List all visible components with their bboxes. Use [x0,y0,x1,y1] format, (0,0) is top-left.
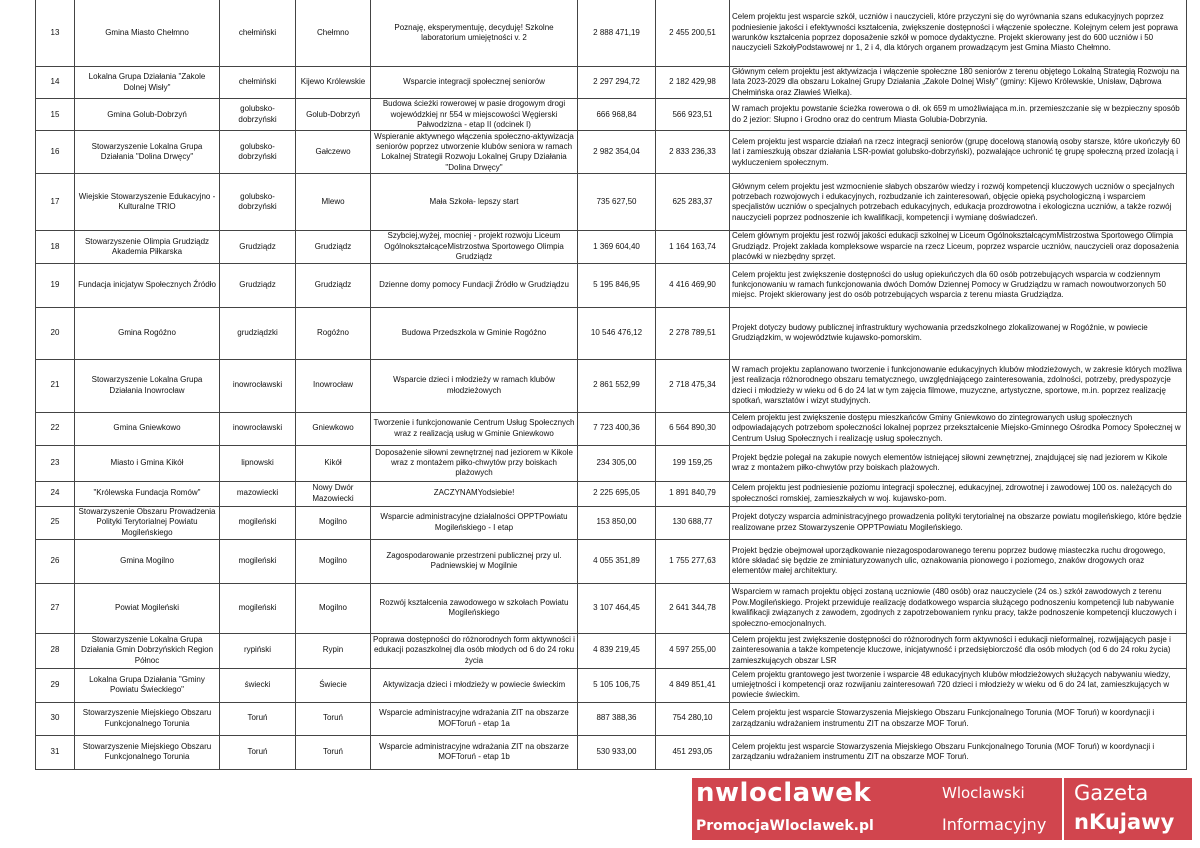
project-title-cell: Wsparcie administracyjne wdrażania ZIT na obszarze MOFToruń - etap 1a [371,702,578,735]
beneficiary-cell: Gmina Gniewkowo [75,412,220,445]
project-value-cell: 666 968,84 [578,99,656,131]
beneficiary-cell: Stowarzyszenie Miejskiego Obszaru Funkcjonalnego Torunia [75,735,220,769]
description-cell: Celem projektu jest wsparcie działań na rzecz integracji seniorów (grupę docelową stanowią osoby starsze, które ukończyły 60 lat i zamieszkują obszar działania LSR-powiat golubsko-dobrzyński), pozwalające uchronić tę grupę społeczną przed izolacją i wykluczeniem społecznym. [730,131,1187,174]
funding-value-cell: 199 159,25 [656,445,730,481]
watermark-url: PromocjaWloclawek.pl [696,818,874,834]
description-cell: Celem głównym projektu jest rozwój jakości edukacji szkolnej w Liceum OgólnokształcącymMistrzostwa Sportowego Olimpia Grudziądz. Projekt zakłada kompleksowe wsparcie na rzecz Liceum, poprzez wsparcie uczniów, nauczycieli oraz doposażenia placówki w niezbędny sprzęt. [730,231,1187,263]
beneficiary-cell: Wiejskie Stowarzyszenie Edukacyjno - Kulturalne TRIO [75,174,220,231]
gmina-cell: Mogilno [296,539,371,583]
description-cell: Celem projektu jest podniesienie poziomu integracji społecznej, edukacyjnej, zdrowotnej i zawodowej 100 os. należących do społeczności romskiej, zamieszkałych w woj. kujawsko-pom. [730,481,1187,506]
project-title-cell: Aktywizacja dzieci i młodzieży w powiecie świeckim [371,668,578,702]
row-number: 24 [36,481,75,506]
powiat-cell: golubsko-dobrzyński [220,99,296,131]
funding-value-cell: 130 688,77 [656,506,730,539]
table-row [36,263,1187,307]
project-value-cell: 530 933,00 [578,735,656,769]
gmina-cell: Golub-Dobrzyń [296,99,371,131]
row-number: 31 [36,735,75,769]
description-cell: Głównym celem projektu jest wzmocnienie słabych obszarów wiedzy i rozwój kompetencji kluczowych uczniów o specjalnych potrzebach rozwojowych i edukacyjnych, rozbudzanie ich zainteresowań, objęcie opieką psychologiczną i wsparciem specjalistów uczniów o specjalnych potrzebach edukacyjnych, edukacja prozdrowotna i ekologiczna uczniów, a także rozwój nauczycieli poprzez podnoszenie ich kwalifikacji, kompetencji i wymianę doświadczeń. [730,174,1187,231]
powiat-cell: inowrocławski [220,412,296,445]
description-cell: Celem projektu jest wsparcie Stowarzyszenia Miejskiego Obszaru Funkcjonalnego Torunia (MOF Toruń) w koordynacji i zarządzaniu wdrażaniem instrumentu ZIT na obszarze MOF Toruń. [730,735,1187,769]
table-row [36,67,1187,99]
gmina-cell: Świecie [296,668,371,702]
project-title-cell: Wsparcie dzieci i młodzieży w ramach klubów młodzieżowych [371,359,578,412]
gmina-cell: Mogilno [296,506,371,539]
beneficiary-cell: Gmina Rogóźno [75,307,220,359]
project-title-cell: Dzienne domy pomocy Fundacji Źródło w Grudziądzu [371,263,578,307]
table-row [36,702,1187,735]
description-cell: Celem projektu jest zwiększenie dostępu mieszkańców Gminy Gniewkowo do zintegrowanych usług społecznych odpowiadających potrzebom społeczności lokalnej poprzez przekształcenie Miejsko-Gminnego Ośrodka Pomocy Społecznej w Centrum Usług Społecznych i realizację usług społecznych. [730,412,1187,445]
gmina-cell: Chełmno [296,0,371,67]
project-title-cell: Poprawa dostępności do różnorodnych form aktywności i edukacji pozaszkolnej dla osób młodych od 6 do 24 roku życia [371,633,578,668]
funding-value-cell: 2 182 429,98 [656,67,730,99]
watermark-gazeta: Gazeta [1074,781,1149,805]
project-value-cell: 887 388,36 [578,702,656,735]
project-value-cell: 4 839 219,45 [578,633,656,668]
project-value-cell: 2 888 471,19 [578,0,656,67]
funding-value-cell: 4 597 255,00 [656,633,730,668]
beneficiary-cell: Stowarzyszenie Obszaru Prowadzenia Polityki Terytorialnej Powiatu Mogileńskiego [75,506,220,539]
beneficiary-cell: Stowarzyszenie Lokalna Grupa Działania "Dolina Drwęcy" [75,131,220,174]
description-cell: Celem projektu grantowego jest tworzenie i wsparcie 48 edukacyjnych klubów młodzieżowych służących nabywaniu wiedzy, umiejętności i kompetencji oraz rozwijaniu zainteresowań 720 dzieci i młodzieży w wieku od 6 do 24 lat, zamieszkujących w powiecie świeckim. [730,668,1187,702]
beneficiary-cell: Gmina Mogilno [75,539,220,583]
funding-value-cell: 4 416 469,90 [656,263,730,307]
project-title-cell: Wsparcie integracji społecznej seniorów [371,67,578,99]
description-cell: Głównym celem projektu jest aktywizacja i włączenie społeczne 180 seniorów z terenu objętego Lokalną Strategią Rozwoju na lata 2023-2029 dla obszaru Lokalnej Grupy Działania „Zakole Dolnej Wisły” (gminy: Kijewo Królewskie, Unisław, Dąbrowa Chełmińska oraz Zławieś Wielka). [730,67,1187,99]
watermark-line3: Wloclawski [942,784,1025,802]
watermark-brand: nwloclawek [696,778,872,808]
powiat-cell: Toruń [220,702,296,735]
table-row [36,481,1187,506]
table-row [36,583,1187,633]
project-title-cell: Szybciej,wyżej, mocniej - projekt rozwoju Liceum OgólnokształcąceMistrzostwa Sportowego Olimpia Grudziądz [371,231,578,263]
powiat-cell: golubsko-dobrzyński [220,131,296,174]
powiat-cell: golubsko-dobrzyński [220,174,296,231]
gmina-cell: Kijewo Królewskie [296,67,371,99]
watermark-right [1064,778,1192,840]
beneficiary-cell: Fundacja inicjatyw Społecznych Źródło [75,263,220,307]
powiat-cell: Grudziądz [220,231,296,263]
row-number: 21 [36,359,75,412]
table-row [36,99,1187,131]
powiat-cell: mogileński [220,506,296,539]
table-row [36,412,1187,445]
powiat-cell: lipnowski [220,445,296,481]
beneficiary-cell: Gmina Miasto Chełmno [75,0,220,67]
table-row [36,633,1187,668]
table-row [36,231,1187,263]
funding-value-cell: 1 755 277,63 [656,539,730,583]
project-value-cell: 5 105 106,75 [578,668,656,702]
beneficiary-cell: Gmina Golub-Dobrzyń [75,99,220,131]
powiat-cell: mazowiecki [220,481,296,506]
funding-value-cell: 2 278 789,51 [656,307,730,359]
funding-value-cell: 2 718 475,34 [656,359,730,412]
project-title-cell: Zagospodarowanie przestrzeni publicznej przy ul. Padniewskiej w Mogilnie [371,539,578,583]
beneficiary-cell: Miasto i Gmina Kikół [75,445,220,481]
row-number: 20 [36,307,75,359]
beneficiary-cell: "Królewska Fundacja Romów" [75,481,220,506]
table-row [36,506,1187,539]
description-cell: W ramach projektu powstanie ścieżka rowerowa o dł. ok 659 m umożliwiająca m.in. przemieszczanie się w bezpieczny sposób do 2 jezior: Słupno i Grodno oraz do centrum Miasta Golubia-Dobrzynia. [730,99,1187,131]
row-number: 13 [36,0,75,67]
project-title-cell: Tworzenie i funkcjonowanie Centrum Usług Społecznych wraz z realizacją usług w Gminie Gniewkowo [371,412,578,445]
gmina-cell: Rogóźno [296,307,371,359]
project-value-cell: 2 225 695,05 [578,481,656,506]
watermark-line4: Informacyjny [942,815,1047,834]
project-title-cell: Rozwój kształcenia zawodowego w szkołach Powiatu Mogileńskiego [371,583,578,633]
powiat-cell: chełmiński [220,0,296,67]
project-value-cell: 5 195 846,95 [578,263,656,307]
row-number: 25 [36,506,75,539]
gmina-cell: Inowrocław [296,359,371,412]
project-value-cell: 10 546 476,12 [578,307,656,359]
description-cell: Projekt będzie obejmował uporządkowanie niezagospodarowanego terenu poprzez budowę miasteczka ruchu drogowego, które składać się będzie ze zminiaturyzowanych ulic, oznakowania pionowego i poziomego, znaków drogowych oraz elementów małej architektury. [730,539,1187,583]
description-cell: Wsparciem w ramach projektu objęci zostaną uczniowie (480 osób) oraz nauczyciele (24 os.) szkół zawodowych z terenu Pow.Mogileńskiego. Projekt przewiduje realizację dodatkowego wsparcia służącego podnoszeniu kompetencji lub nabywanie kwalifikacji związanych z zawodem, zgodnych z zapotrzebowaniem rynku pracy, także podnoszenie kompetencji kluczowych i społeczno-emocjonalnych. [730,583,1187,633]
project-value-cell: 2 297 294,72 [578,67,656,99]
funding-value-cell: 1 164 163,74 [656,231,730,263]
funding-value-cell: 6 564 890,30 [656,412,730,445]
powiat-cell: mogileński [220,583,296,633]
beneficiary-cell: Lokalna Grupa Działania "Gminy Powiatu Świeckiego" [75,668,220,702]
project-title-cell: Budowa Przedszkola w Gminie Rogóźno [371,307,578,359]
table-row [36,131,1187,174]
row-number: 28 [36,633,75,668]
gmina-cell: Gałczewo [296,131,371,174]
project-value-cell: 2 982 354,04 [578,131,656,174]
powiat-cell: mogileński [220,539,296,583]
gmina-cell: Rypin [296,633,371,668]
project-value-cell: 4 055 351,89 [578,539,656,583]
gmina-cell: Kikół [296,445,371,481]
funding-value-cell: 451 293,05 [656,735,730,769]
row-number: 15 [36,99,75,131]
gmina-cell: Mlewo [296,174,371,231]
gmina-cell: Grudziądz [296,263,371,307]
powiat-cell: świecki [220,668,296,702]
powiat-cell: inowrocławski [220,359,296,412]
project-title-cell: Doposażenie siłowni zewnętrznej nad jeziorem w Kikole wraz z montażem piłko-chwytów przy boiskach plażowych [371,445,578,481]
table-row [36,445,1187,481]
table-row [36,0,1187,67]
project-value-cell: 735 627,50 [578,174,656,231]
powiat-cell: grudziądzki [220,307,296,359]
table-row [36,735,1187,769]
project-title-cell: Wspieranie aktywnego włączenia społeczno-aktywizacja seniorów poprzez utworzenie klubów seniora w ramach Lokalnej Strategii Rozwoju Lokalnej Grupy Działania "Dolina Drwęcy" [371,131,578,174]
description-cell: Celem projektu jest wsparcie Stowarzyszenia Miejskiego Obszaru Funkcjonalnego Torunia (MOF Toruń) w koordynacji i zarządzaniu wdrażaniem instrumentu ZIT na obszarze MOF Toruń. [730,702,1187,735]
gmina-cell: Toruń [296,702,371,735]
project-value-cell: 3 107 464,45 [578,583,656,633]
project-value-cell: 153 850,00 [578,506,656,539]
row-number: 17 [36,174,75,231]
row-number: 16 [36,131,75,174]
row-number: 29 [36,668,75,702]
gmina-cell: Toruń [296,735,371,769]
table-row [36,307,1187,359]
beneficiary-cell: Stowarzyszenie Miejskiego Obszaru Funkcjonalnego Torunia [75,702,220,735]
project-title-cell: Poznaję, eksperymentuję, decyduję! Szkolne laboratorium umiejętności v. 2 [371,0,578,67]
table-row [36,174,1187,231]
description-cell: Projekt dotyczy budowy publicznej infrastruktury wychowania przedszkolnego zlokalizowanej w Rogóźnie, w powiecie Grudziądzkim, w województwie kujawsko-pomorskim. [730,307,1187,359]
description-cell: Projekt dotyczy wsparcia administracyjnego prowadzenia polityki terytorialnej na obszarze powiatu mogileńskiego, które będzie realizowane przez Stowarzyszenie OPPTPowiatu Mogileńskiego. [730,506,1187,539]
beneficiary-cell: Stowarzyszenie Olimpia Grudziądz Akademia Piłkarska [75,231,220,263]
funding-value-cell: 4 849 851,41 [656,668,730,702]
gmina-cell: Grudziądz [296,231,371,263]
gmina-cell: Gniewkowo [296,412,371,445]
row-number: 30 [36,702,75,735]
beneficiary-cell: Stowarzyszenie Lokalna Grupa Działania Inowrocław [75,359,220,412]
watermark-left [692,778,1062,840]
row-number: 18 [36,231,75,263]
row-number: 14 [36,67,75,99]
project-title-cell: Wsparcie administracyjne wdrażania ZIT na obszarze MOFToruń - etap 1b [371,735,578,769]
description-cell: W ramach projektu zaplanowano tworzenie i funkcjonowanie edukacyjnych klubów młodzieżowych, w zakresie których możliwa jest realizacja różnorodnego obszaru tematycznego, uwzględniającego zainteresowania, zdolności, potrzeby, predyspozycje dzieci i młodzieży w wieku od 6 do 24 lat w tym zajęcia filmowe, muzyczne, artystyczne, sportowe, m.in. poprzez realizację spotkań, warsztatów i wizyt studyjnych. [730,359,1187,412]
gmina-cell: Nowy Dwór Mazowiecki [296,481,371,506]
description-cell: Celem projektu jest wsparcie szkół, uczniów i nauczycieli, które przyczyni się do wyrównania szans edukacyjnych poprzez podniesienie jakości i efektywności kształcenia, zwiększenie dostępności i włączenie społeczne. Kolejnym celem jest poprawa warunków kształcenia poprzez doposażenie szkół w pomoce dydaktyczne. Projekt skierowany jest do 600 uczniów i 50 nauczycieli SzkołyPodstawowej nr 1, 2 i 4, dla których organem prowadzącym jest Gmina Miasto Chełmno. [730,0,1187,67]
row-number: 26 [36,539,75,583]
project-title-cell: Mała Szkoła- lepszy start [371,174,578,231]
beneficiary-cell: Lokalna Grupa Działania "Zakole Dolnej Wisły" [75,67,220,99]
table-row [36,539,1187,583]
table-row [36,359,1187,412]
row-number: 19 [36,263,75,307]
funding-value-cell: 625 283,37 [656,174,730,231]
project-value-cell: 2 861 552,99 [578,359,656,412]
table-row [36,668,1187,702]
project-value-cell: 7 723 400,36 [578,412,656,445]
row-number: 27 [36,583,75,633]
beneficiary-cell: Powiat Mogileński [75,583,220,633]
powiat-cell: rypiński [220,633,296,668]
watermark-kujawy: nKujawy [1074,810,1175,834]
funding-value-cell: 1 891 840,79 [656,481,730,506]
funding-value-cell: 2 641 344,78 [656,583,730,633]
funding-value-cell: 566 923,51 [656,99,730,131]
funding-value-cell: 2 833 236,33 [656,131,730,174]
description-cell: Celem projektu jest zwiększenie dostępności do różnorodnych form aktywności i edukacji nieformalnej, rozwijających pasje i zainteresowania a także kompetencje kluczowe, inicjatywność i przedsiębiorczość dla osób młodych (od 6 do 24 roku życia) zamieszkujących obszar LSR [730,633,1187,668]
beneficiary-cell: Stowarzyszenie Lokalna Grupa Działania Gmin Dobrzyńskich Region Północ [75,633,220,668]
powiat-cell: chełmiński [220,67,296,99]
description-cell: Projekt będzie polegał na zakupie nowych elementów istniejącej siłowni zewnętrznej, znajdującej się nad jeziorem w Kikole wraz z montażem piłko-chwytów przy boiskach plażowych. [730,445,1187,481]
project-title-cell: Wsparcie administracyjne działalności OPPTPowiatu Mogileńskiego - I etap [371,506,578,539]
project-value-cell: 234 305,00 [578,445,656,481]
powiat-cell: Grudziądz [220,263,296,307]
funding-value-cell: 2 455 200,51 [656,0,730,67]
project-title-cell: Budowa ścieżki rowerowej w pasie drogowym drogi wojewódzkiej nr 554 w miejscowości Węgierski Pałwodzizna - etap II (odcinek I) [371,99,578,131]
project-title-cell: ZACZYNAMYodsiebie! [371,481,578,506]
funding-value-cell: 754 280,10 [656,702,730,735]
powiat-cell: Toruń [220,735,296,769]
row-number: 22 [36,412,75,445]
gmina-cell: Mogilno [296,583,371,633]
description-cell: Celem projektu jest zwiększenie dostępności do usług opiekuńczych dla 60 osób potrzebujących wsparcia w codziennym funkcjonowaniu w ramach funkcjonowania dwóch Domów Dziennej Pomocy w Grudziądzu w ramach nowoutworzonych 50 miejsc. Projekt skierowany jest do osób potrzebujących wsparcia z terenu miasta Grudziądza. [730,263,1187,307]
projects-table [35,0,1187,770]
row-number: 23 [36,445,75,481]
project-value-cell: 1 369 604,40 [578,231,656,263]
